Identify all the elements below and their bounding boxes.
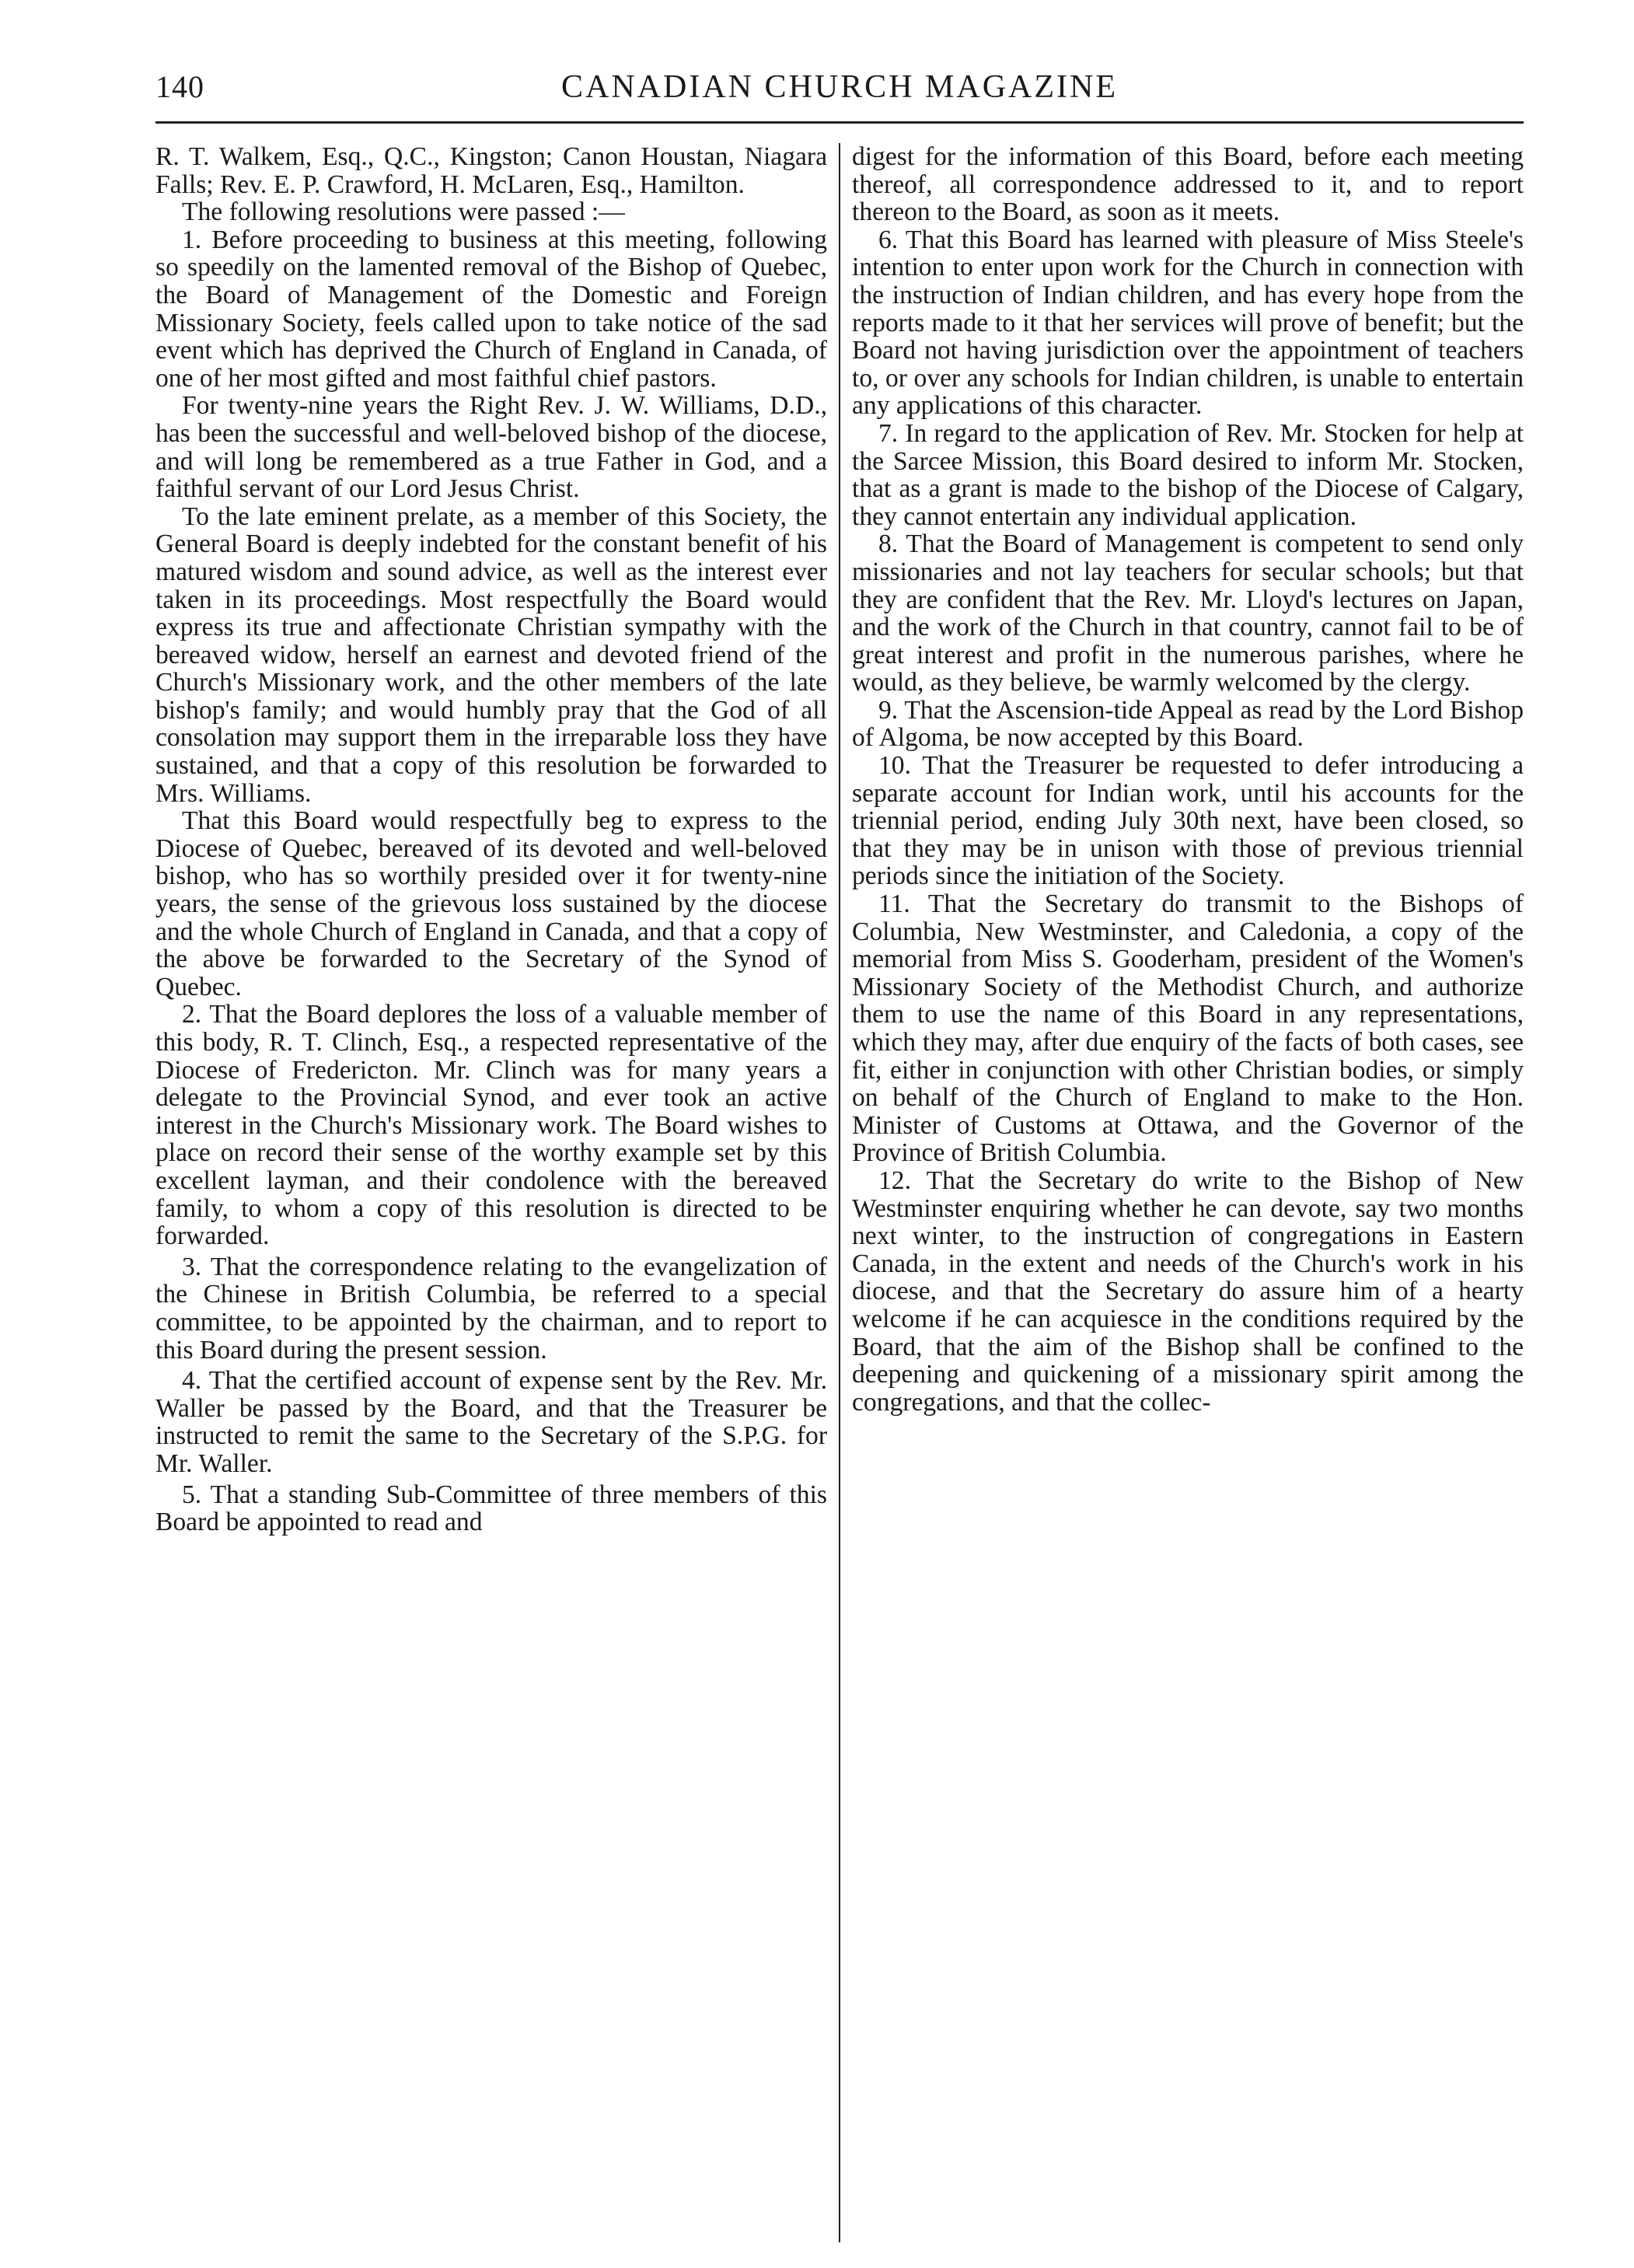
column-divider (839, 143, 840, 2242)
resolution-paragraph: 1. Before proceeding to business at this meeting, following so speedily on the lamented removal of the Bishop of Quebec, the Board of Management of the Domestic and Foreign Missionary Society, feels called upon to take notice of the sad event which has deprived the Church of England in Canada, of one of her most gifted and most faithful chief pastors. (155, 225, 827, 393)
paragraph: The following resolutions were passed :— (182, 197, 625, 227)
paragraph: That this Board would respectfully beg to express to the Diocese of Quebec, bereaved of its devoted and well-beloved bishop, who has so worthily presided over it for twenty-nine years, the sense of the grievous loss sustained by the diocese and the whole Church of England in Canada, and that a copy of the above be forwarded to the Secretary of the Synod of Quebec. (155, 806, 827, 1001)
resolution-paragraph: 2. That the Board deplores the loss of a valuable member of this body, R. T. Clinch, Esq., a respected representative of the Diocese of Fredericton. Mr. Clinch was for many years a delegate to the Provincial Synod, and ever took an active interest in the Church's Missionary work. The Board wishes to place on record their sense of the worthy example set by this excellent layman, and their condolence with the bereaved family, to whom a copy of this resolution is directed to be forwarded. (155, 1000, 827, 1251)
page-number: 140 (155, 69, 204, 104)
paragraph: R. T. Walkem, Esq., Q.C., Kingston; Canon Houstan, Niagara Falls; Rev. E. P. Crawford, H. McLaren, Esq., Hamilton. (155, 142, 827, 199)
resolution-paragraph: 4. That the certified account of expense sent by the Rev. Mr. Waller be passed by the Board, and that the Treasurer be instructed to remit the same to the Secretary of the S.P.G. for Mr. Waller. (155, 1366, 827, 1478)
resolution-paragraph: 5. That a standing Sub-Committee of three members of this Board be appointed to read and (155, 1480, 827, 1537)
resolution-paragraph: 7. In regard to the application of Rev. Mr. Stocken for help at the Sarcee Mission, this Board desired to inform Mr. Stocken, that as a grant is made to the bishop of the Diocese of Calgary, they cannot entertain any individual application. (852, 418, 1524, 531)
text-columns (155, 143, 1524, 2224)
paragraph: digest for the information of this Board, before each meeting thereof, all correspondence addressed to it, and to report thereon to the Board, as soon as it meets. (852, 142, 1524, 227)
page-header (155, 62, 1524, 124)
resolution-paragraph: 9. That the Ascension-tide Appeal as read by the Lord Bishop of Algoma, be now accepted by this Board. (852, 695, 1524, 753)
resolution-paragraph: 8. That the Board of Management is competent to send only missionaries and not lay teachers for secular schools; but that they are confident that the Rev. Mr. Lloyd's lectures on Japan, and the work of the Church in that country, cannot fail to be of great interest and profit in the numerous parishes, where he would, as they believe, be warmly welcomed by the clergy. (852, 529, 1524, 697)
paragraph: To the late eminent prelate, as a member of this Society, the General Board is deeply indebted for the constant benefit of his matured wisdom and sound advice, as well as the interest ever taken in its proceedings. Most respectfully the Board would express its true and affectionate Christian sympathy with the bereaved widow, herself an earnest and devoted friend of the Church's Missionary work, and the other members of the late bishop's family; and would humbly pray that the God of all consolation may support them in the irreparable loss they have sustained, and that a copy of this resolution be forwarded to Mrs. Williams. (155, 501, 827, 808)
resolution-paragraph: 3. That the correspondence relating to the evangelization of the Chinese in British Columbia, be referred to a special committee, to be appointed by the chairman, and to report to this Board during the present session. (155, 1252, 827, 1365)
resolution-paragraph: 6. That this Board has learned with pleasure of Miss Steele's intention to enter upon work for the Church in connection with the instruction of Indian children, and has every hope from the reports made to it that her services will prove of benefit; but the Board not having jurisdiction over the appointment of teachers to, or over any schools for Indian children, is unable to entertain any applications of this character. (852, 225, 1524, 421)
right-column (852, 143, 1524, 1416)
resolution-paragraph: 10. That the Treasurer be requested to defer introducing a separate account for Indian work, until his accounts for the triennial period, ending July 30th next, have been closed, so that they may be in unison with those of previous triennial periods since the initiation of the Society. (852, 751, 1524, 891)
resolution-paragraph: 12. That the Secretary do write to the Bishop of New Westminster enquiring whether he can devote, say two months next winter, to the instruction of congregations in Eastern Canada, in the extent and needs of the Church's work in his diocese, and that the Secretary do assure him of a hearty welcome if he can acquiesce in the conditions required by the Board, that the aim of the Bishop shall be confined to the deepening and quickening of a missionary spirit among the congregations, and that the collec- (852, 1165, 1524, 1417)
magazine-page (155, 62, 1524, 2224)
resolution-paragraph: 11. That the Secretary do transmit to the Bishops of Columbia, New Westminster, and Caledonia, a copy of the memorial from Miss S. Gooderham, president of the Women's Missionary Society of the Methodist Church, and authorize them to use the name of this Board in any representations, which they may, after due enquiry of the facts of both cases, see fit, either in conjunction with other Christian bodies, or simply on behalf of the Church of England to make to the Hon. Minister of Customs at Ottawa, and the Governor of the Province of British Columbia. (852, 889, 1524, 1168)
running-head-title: CANADIAN CHURCH MAGAZINE (561, 69, 1118, 105)
paragraph: For twenty-nine years the Right Rev. J. W. Williams, D.D., has been the successful and well-beloved bishop of the diocese, and will long be remembered as a true Father in God, and a faithful servant of our Lord Jesus Christ. (155, 391, 827, 504)
left-column (155, 143, 827, 1536)
